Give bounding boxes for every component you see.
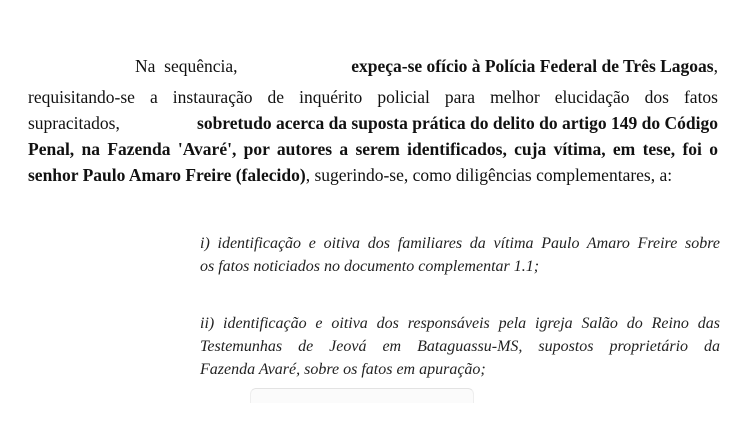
list-item-line (200, 336, 720, 358)
paragraph-text-plain: , (713, 56, 718, 76)
paragraph-line-3 (28, 112, 718, 134)
paragraph-text-plain: supracitados, (28, 113, 120, 133)
paragraph-text-bold: Penal, na Fazenda 'Avaré', por autores a serem identificados, cuja vítima, em tese, foi o (28, 139, 718, 159)
list-item-text: Testemunhas de Jeová em Bataguassu-MS, supostos proprietário da (200, 338, 720, 355)
page-edge-artifact (250, 388, 474, 403)
list-item-text: i) identificação e oitiva dos familiares da vítima Paulo Amaro Freire sobre (200, 235, 720, 252)
paragraph-text-plain: requisitando-se a instauração de inquérito policial para melhor elucidação dos fatos (28, 87, 718, 107)
paragraph-text-plain: Na sequência, (135, 56, 238, 76)
list-item-line (200, 313, 720, 335)
paragraph-line-5 (28, 164, 718, 186)
list-item-text: ii) identificação e oitiva dos responsáveis pela igreja Salão do Reino das (200, 315, 720, 332)
paragraph-text-bold: senhor Paulo Amaro Freire (falecido) (28, 165, 306, 185)
list-item-line (200, 256, 720, 278)
paragraph-line-4 (28, 138, 718, 160)
list-item-line (200, 359, 720, 381)
list-item-text: Fazenda Avaré, sobre os fatos em apuração; (200, 361, 486, 378)
paragraph-text-bold: sobretudo acerca da suposta prática do delito do artigo 149 do Código (197, 113, 718, 133)
paragraph-text-bold: expeça-se ofício à Polícia Federal de Três Lagoas (351, 56, 714, 76)
paragraph-line-2 (28, 86, 718, 108)
list-item-text: os fatos noticiados no documento complementar 1.1; (200, 258, 540, 275)
paragraph-line-1 (135, 55, 718, 77)
paragraph-text-plain: , sugerindo-se, como diligências complementares, a: (305, 165, 673, 185)
list-item-line (200, 233, 720, 255)
